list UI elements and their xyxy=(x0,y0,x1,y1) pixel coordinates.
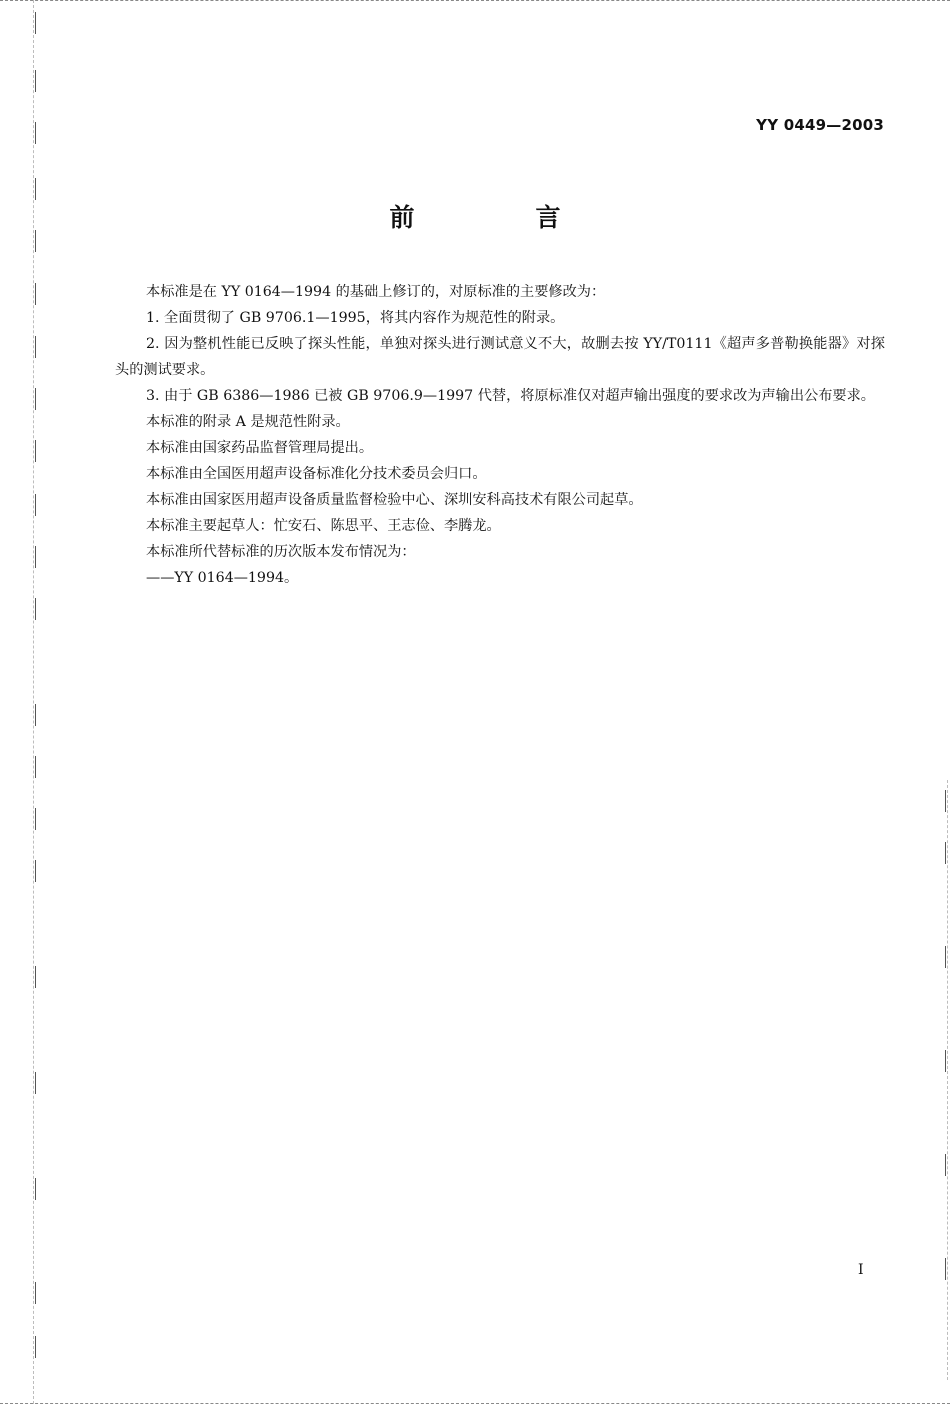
margin-mark xyxy=(35,12,36,34)
paragraph: ——YY 0164—1994。 xyxy=(146,570,299,586)
paragraph: 2. 因为整机性能已反映了探头性能，单独对探头进行测试意义不大，故删去按 YY/T0111《超声多普勒换能器》对探头的测试要求。 xyxy=(115,336,885,378)
margin-mark xyxy=(35,1336,36,1358)
paragraph: 本标准的附录 A 是规范性附录。 xyxy=(146,414,350,430)
foreword-body xyxy=(115,279,885,591)
margin-mark xyxy=(35,1072,36,1094)
margin-mark xyxy=(35,546,36,568)
margin-mark xyxy=(35,704,36,726)
margin-mark xyxy=(35,860,36,882)
margin-mark xyxy=(945,1258,946,1280)
page-number: I xyxy=(858,1262,864,1278)
margin-mark xyxy=(35,1178,36,1200)
standard-code: YY 0449—2003 xyxy=(756,116,884,134)
paragraph: 本标准由国家药品监督管理局提出。 xyxy=(146,440,374,456)
margin-mark xyxy=(35,808,36,830)
margin-mark xyxy=(945,842,946,864)
scan-edge-right xyxy=(947,780,948,1380)
paragraph: 本标准是在 YY 0164—1994 的基础上修订的，对原标准的主要修改为： xyxy=(146,284,606,300)
margin-mark xyxy=(35,178,36,200)
page-title: 前 言 xyxy=(389,203,609,232)
margin-mark xyxy=(35,1282,36,1304)
margin-mark xyxy=(945,1154,946,1176)
paragraph: 本标准所代替标准的历次版本发布情况为： xyxy=(146,544,416,560)
paragraph: 本标准主要起草人：忙安石、陈思平、王志俭、李腾龙。 xyxy=(146,518,501,534)
margin-mark xyxy=(945,790,946,812)
margin-mark xyxy=(35,756,36,778)
margin-mark xyxy=(35,336,36,358)
paragraph: 本标准由全国医用超声设备标准化分技术委员会归口。 xyxy=(146,466,487,482)
scan-edge-top xyxy=(0,0,950,1)
margin-mark xyxy=(35,388,36,410)
margin-mark xyxy=(35,70,36,92)
margin-mark xyxy=(35,966,36,988)
margin-mark xyxy=(35,440,36,462)
margin-mark xyxy=(945,1050,946,1072)
paragraph: 本标准由国家医用超声设备质量监督检验中心、深圳安科高技术有限公司起草。 xyxy=(146,492,643,508)
margin-mark xyxy=(945,946,946,968)
paragraph: 3. 由于 GB 6386—1986 已被 GB 9706.9—1997 代替，将原标准仅对超声输出强度的要求改为声输出公布要求。 xyxy=(146,388,875,404)
margin-mark xyxy=(35,122,36,144)
margin-mark xyxy=(35,598,36,620)
paragraph: 1. 全面贯彻了 GB 9706.1—1995，将其内容作为规范性的附录。 xyxy=(146,310,565,326)
margin-mark xyxy=(35,494,36,516)
margin-mark xyxy=(35,283,36,305)
